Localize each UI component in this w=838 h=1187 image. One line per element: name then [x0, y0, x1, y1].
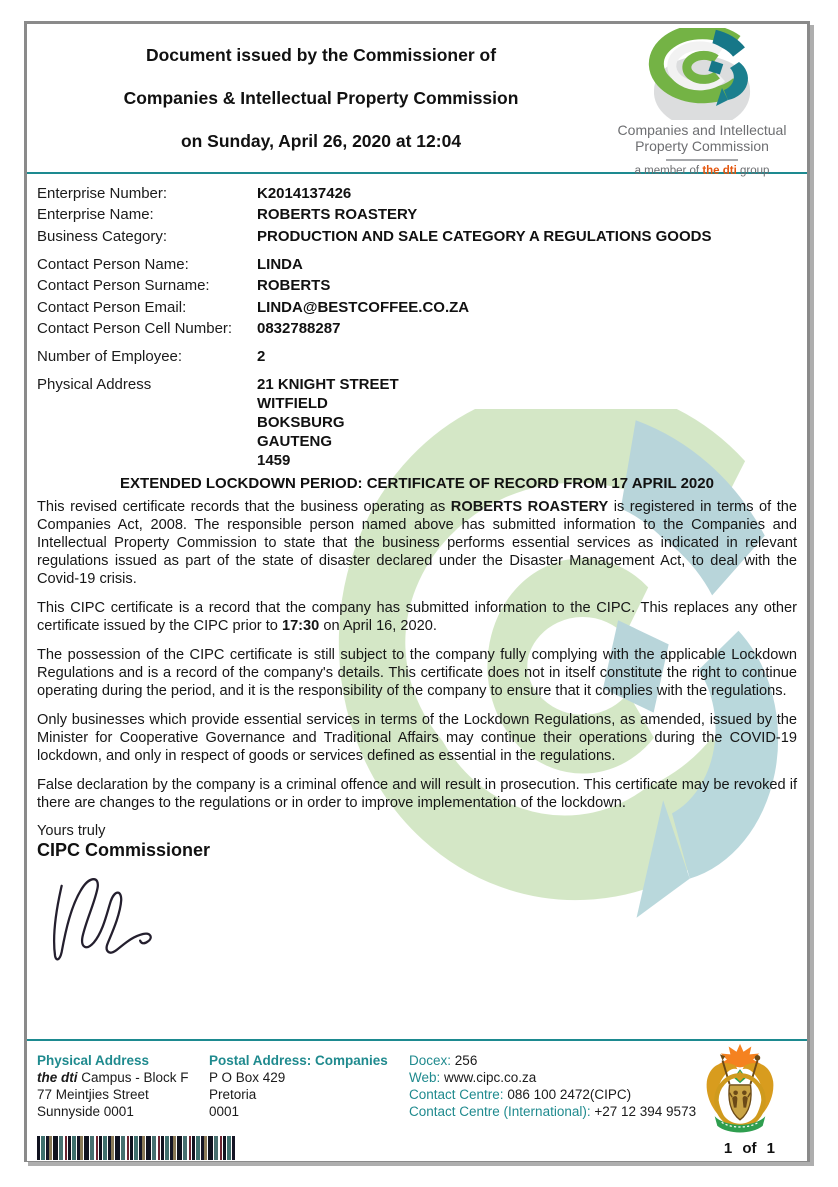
- paragraph-2-text: This CIPC certificate is a record that the company has submitted information to the CIPC. This replaces any other certificate issued by the CIPC prior to: [37, 600, 797, 634]
- paragraph-1: [37, 498, 797, 588]
- cipc-spiral-icon: [636, 28, 768, 120]
- document-title: [27, 24, 615, 172]
- web-value: www.cipc.co.za: [444, 1070, 537, 1085]
- dti-campus-rest: Campus - Block F: [77, 1070, 189, 1085]
- footer-physical-heading: Physical Address: [37, 1053, 150, 1068]
- row-physical-address: [37, 375, 797, 470]
- business-category-value: PRODUCTION AND SALE CATEGORY A REGULATIONS GOODS: [257, 227, 712, 245]
- enterprise-name-label: Enterprise Name:: [37, 206, 154, 223]
- certificate-headline: EXTENDED LOCKDOWN PERIOD: CERTIFICATE OF RECORD FROM 17 APRIL 2020: [120, 475, 714, 492]
- dti-campus-brand: the dti: [37, 1070, 78, 1085]
- web-label: Web:: [409, 1070, 441, 1085]
- logo-caption-line-2: Property Commission: [635, 138, 769, 154]
- title-line-2: Companies & Intellectual Property Commission: [123, 87, 519, 108]
- physical-address-value: [257, 375, 399, 470]
- footer-docex-line: [409, 1052, 696, 1069]
- paragraph-1-text: This revised certificate records that the business operating as: [37, 499, 451, 515]
- logo-caption: [603, 122, 801, 154]
- docex-value: 256: [454, 1053, 478, 1068]
- paragraph-2: [37, 599, 797, 635]
- paragraph-3: The possession of the CIPC certificate is still subject to the company fully complying with the applicable Lockdown Regulations and is a record of the company's details. This certificate does not in itself constitute the right to continue operating during the period, and it is the responsibility of the company to ensure that it complies with the regulations.: [37, 647, 797, 699]
- row-employee-count: [37, 347, 797, 366]
- footer-contact-centre-line: [409, 1086, 696, 1103]
- title-line-1: Document issued by the Commissioner of: [145, 44, 497, 65]
- coat-of-arms-icon: [699, 1043, 781, 1139]
- contact-intl-value: +27 12 394 9573: [594, 1104, 697, 1119]
- dti-brand: the dti: [702, 165, 737, 177]
- contact-intl-label: Contact Centre (International):: [409, 1104, 591, 1119]
- row-contact-cell: [37, 319, 797, 338]
- footer-postal-heading: Postal Address: Companies: [209, 1053, 388, 1068]
- paragraph-2-time: 17:30: [281, 618, 320, 634]
- physical-address-label: Physical Address: [37, 376, 152, 393]
- row-enterprise-name: [37, 205, 797, 224]
- row-contact-name: [37, 255, 797, 274]
- certificate-body: [27, 174, 807, 1039]
- contact-name-label: Contact Person Name:: [37, 255, 189, 273]
- footer-web-line: [409, 1069, 696, 1086]
- footer-physical-address: [37, 1052, 189, 1120]
- title-line-3: on Sunday, April 26, 2020 at 12:04: [180, 130, 462, 151]
- logo-divider: [666, 159, 738, 161]
- paragraph-5: False declaration by the company is a criminal offence and will result in prosecution. This certificate may be revoked if there are changes to the regulations or in order to improve implementation of the lockdown.: [37, 777, 797, 811]
- cipc-logo: [603, 28, 801, 177]
- paragraph-1-text-cont: is registered in terms of the Companies Act, 2008. The responsible person named above has submitted information to the Companies and Intellectual Property Commission to state that the business performs essential services as indicated in relevant regulations issued as part of the state of disaster declared under the Disaster Management Act, to deal with the Covid-19 crisis.: [37, 499, 797, 587]
- contact-surname-value: ROBERTS: [257, 277, 331, 294]
- row-business-category: [37, 227, 797, 246]
- footer-physical-line-1: [37, 1069, 189, 1086]
- contact-centre-value: 086 100 2472(CIPC): [507, 1087, 632, 1102]
- business-category-label: Business Category:: [37, 227, 168, 245]
- page-count: 1 of 1: [723, 1140, 775, 1157]
- enterprise-number-value: K2014137426: [257, 184, 352, 202]
- document-header: [27, 24, 807, 177]
- contact-email-label: Contact Person Email:: [37, 298, 187, 316]
- enterprise-number-label: Enterprise Number:: [37, 184, 168, 202]
- address-line-1: 21 KNIGHT STREET: [257, 376, 399, 393]
- contact-cell-value: 0832788287: [257, 320, 341, 337]
- footer-physical-line-2: 77 Meintjies Street: [37, 1087, 149, 1102]
- paragraph-2-text-cont: on April 16, 2020.: [319, 618, 437, 634]
- employee-count-value: 2: [257, 348, 266, 365]
- closing-line: Yours truly: [37, 823, 106, 839]
- footer-postal-line-1: P O Box 429: [209, 1070, 286, 1085]
- member-suffix: group: [736, 165, 770, 177]
- paragraph-4: Only businesses which provide essential services in terms of the Lockdown Regulations, as amended, issued by the Minister for Cooperative Governance and Traditional Affairs may continue their operations during the COVID-19 lockdown, and only in respect of goods or services defined as essential in the regulations.: [37, 712, 797, 764]
- docex-label: Docex:: [409, 1053, 452, 1068]
- employee-count-label: Number of Employee:: [37, 348, 183, 365]
- contact-centre-label: Contact Centre:: [409, 1087, 504, 1102]
- row-contact-surname: [37, 276, 797, 295]
- signatory-title: CIPC Commissioner: [37, 840, 211, 860]
- logo-caption-line-1: Companies and Intellectual: [617, 122, 787, 138]
- barcode: [37, 1136, 235, 1160]
- address-line-2: WITFIELD: [257, 395, 328, 412]
- enterprise-name-value: ROBERTS ROASTERY: [257, 206, 418, 223]
- row-enterprise-number: [37, 184, 797, 203]
- contact-email-value: LINDA@BESTCOFFEE.CO.ZA: [257, 298, 470, 316]
- footer-contact-intl-line: [409, 1103, 696, 1120]
- address-line-4: GAUTENG: [257, 433, 332, 450]
- paragraph-1-enterprise-name: ROBERTS ROASTERY: [450, 499, 609, 515]
- member-prefix: a member of: [634, 165, 703, 177]
- contact-surname-label: Contact Person Surname:: [37, 277, 210, 294]
- row-contact-email: [37, 298, 797, 317]
- address-line-3: BOKSBURG: [257, 414, 345, 431]
- contact-name-value: LINDA: [257, 255, 303, 273]
- contact-cell-label: Contact Person Cell Number:: [37, 320, 233, 337]
- certificate-document: [24, 21, 810, 1162]
- address-line-5: 1459: [257, 452, 291, 469]
- footer-postal-address: [209, 1052, 388, 1120]
- footer-postal-line-2: Pretoria: [209, 1087, 257, 1102]
- footer-postal-line-3: 0001: [209, 1104, 240, 1119]
- document-footer: [27, 1039, 807, 1161]
- footer-contacts: [409, 1052, 696, 1120]
- footer-physical-line-3: Sunnyside 0001: [37, 1104, 134, 1119]
- commissioner-signature: [43, 865, 173, 969]
